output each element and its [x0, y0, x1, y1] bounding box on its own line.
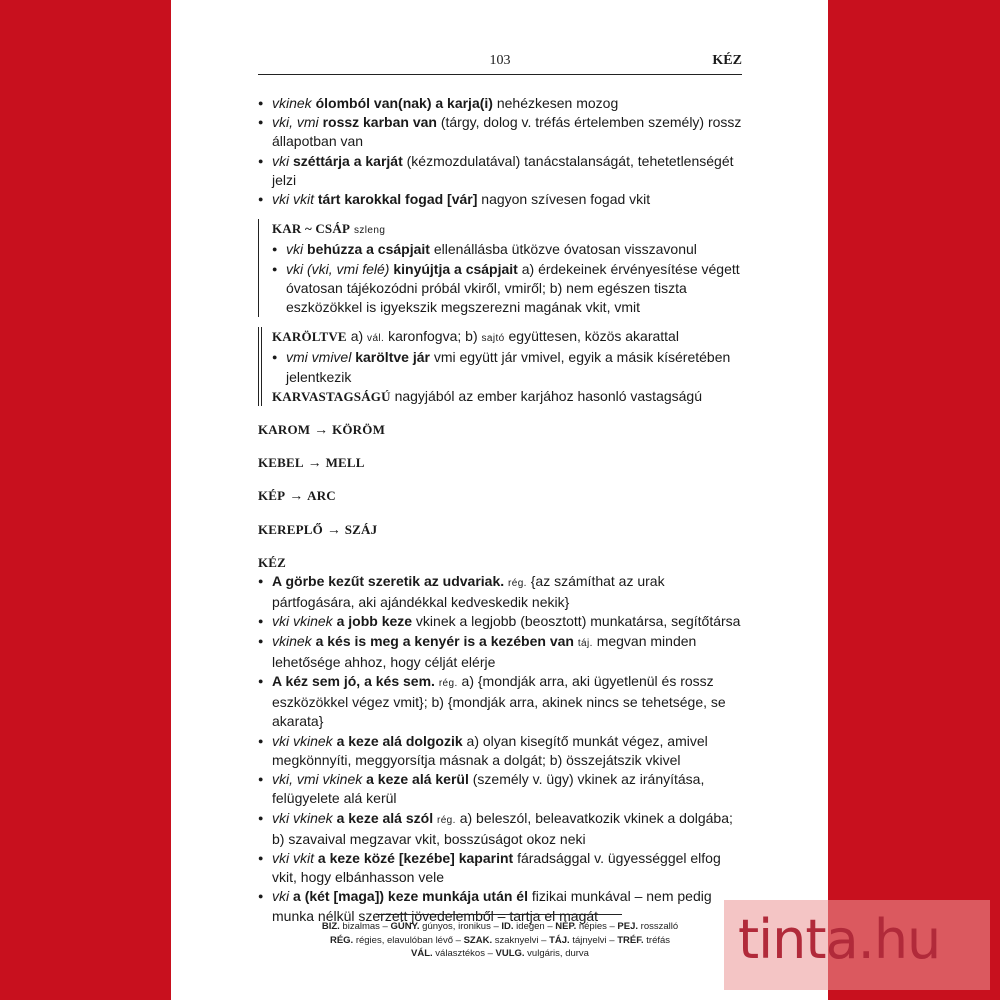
list-item: ● vki vkit tárt karokkal fogad [vár] nagyon szívesen fogad vkit: [258, 190, 742, 209]
headword: KÉZ: [258, 554, 287, 570]
page-body: [258, 94, 742, 926]
kar-csap-section: [258, 219, 742, 317]
site-watermark: [724, 900, 990, 990]
dictionary-page: [171, 0, 828, 1000]
list-item: ● vki, vmi vkinek a keze alá kerül (személy v. ügy) vkinek az irányítása, felügyelete alá kerül: [258, 770, 742, 808]
watermark-text: tinta.hu: [738, 908, 941, 971]
cross-reference: KEBEL → MELL: [258, 454, 365, 471]
list-item: ● vki a (két [maga]) keze munkája után él fizikai munkával – nem pedig munka nélkül szerzett jövedelemből – tartja el magát: [258, 887, 742, 925]
list-item: ● vki vkit a keze közé [kezébe] kaparint fáradsággal v. ügyességgel elfog vkit, hogy elbánhasson vele: [258, 849, 742, 887]
list-item: ● vki vkinek a keze alá szól rég. a) beleszól, beleavatkozik vkinek a dolgába; b) szavaival megzavar vkit, bosszúságot okoz neki: [258, 809, 742, 849]
list-item: ● vki, vmi rossz karban van (tárgy, dolog v. tréfás értelemben személy) rossz állapotban van: [258, 113, 742, 151]
footnote-divider: [376, 914, 622, 915]
running-head: KÉZ: [712, 53, 742, 68]
abbreviation-legend: [258, 920, 742, 961]
usage-label: szleng: [354, 225, 386, 237]
list-item: ● vkinek ólomból van(nak) a karja(i) nehézkesen mozog: [258, 94, 742, 113]
list-item: ● vki vkinek a keze alá dolgozik a) olyan kisegítő munkát végez, amivel megkönnyíti, meggyorsítja másnak a dolgát; b) összejátszik vkivel: [258, 732, 742, 770]
list-item: ● A görbe kezűt szeretik az udvariak. rég. {az számíthat az urak pártfogására, aki ajándékkal kedveskedik nekik}: [258, 572, 742, 612]
list-item: ● vmi vmivel karöltve jár vmi együtt jár vmivel, egyik a másik kíséretében jelentkezik: [272, 348, 742, 386]
cross-reference: KAROM → KÖRÖM: [258, 421, 386, 438]
list-item: ● vki vkinek a jobb keze vkinek a legjobb (beosztott) munkatársa, segítőtársa: [258, 612, 742, 631]
headword: KARVASTAGSÁGÚ: [272, 388, 391, 404]
legend-line: RÉG. régies, elavulóban lévő – SZAK. szaknyelvi – TÁJ. tájnyelvi – TRÉF. tréfás: [329, 934, 671, 946]
karoltve-section: KARÖLTVE a) vál. karonfogva; b) sajtó együttesen, közös akarattal ● vmi vmivel karöltve jár vmi együtt jár vmivel, egyik a másik kíséretében jelentkezik KARVASTAGSÁGÚ nagyjából az ember karjához hasonló vastagságú: [258, 327, 742, 406]
list-item: ● vki behúzza a csápjait ellenállásba ütközve óvatosan visszavonul: [272, 240, 742, 259]
list-item: ● A kéz sem jó, a kés sem. rég. a) {mondják arra, aki ügyetlenül és rossz eszközökkel végez vmit}; b) {mondják arra, akinek nincs se tehetsége, se akarata}: [258, 672, 742, 732]
kar-entries-list: [258, 94, 742, 209]
legend-line: VÁL. választékos – VULG. vulgáris, durva: [411, 948, 589, 959]
page-number: 103: [489, 53, 511, 68]
kez-section: [258, 553, 742, 926]
cross-reference: KEREPLŐ → SZÁJ: [258, 520, 378, 537]
cross-reference: KÉP → ARC: [258, 487, 336, 504]
list-item: ● vkinek a kés is meg a kenyér is a kezében van táj. megvan minden lehetősége ahhoz, hogy célját elérje: [258, 632, 742, 672]
headword: KARÖLTVE: [272, 329, 347, 345]
headword: KAR ~ CSÁP: [272, 221, 351, 237]
legend-line: BIZ. bizalmas – GÚNY. gúnyos, ironikus – ID. idegen – NÉP. népies – PEJ. rosszalló: [321, 921, 679, 932]
list-item: ● vki széttárja a karját (kézmozdulatával) tanácstalanságát, tehetetlenségét jelzi: [258, 152, 742, 190]
page-header: [258, 52, 742, 75]
list-item: ● vki (vki, vmi felé) kinyújtja a csápjait a) érdekeinek érvényesítése végett óvatosan tájékozódni próbál vkiről, vmiről; b) nem egészen tiszta eszközökkel is igyekszik megszerezni magának vkit, vmit: [272, 260, 742, 318]
